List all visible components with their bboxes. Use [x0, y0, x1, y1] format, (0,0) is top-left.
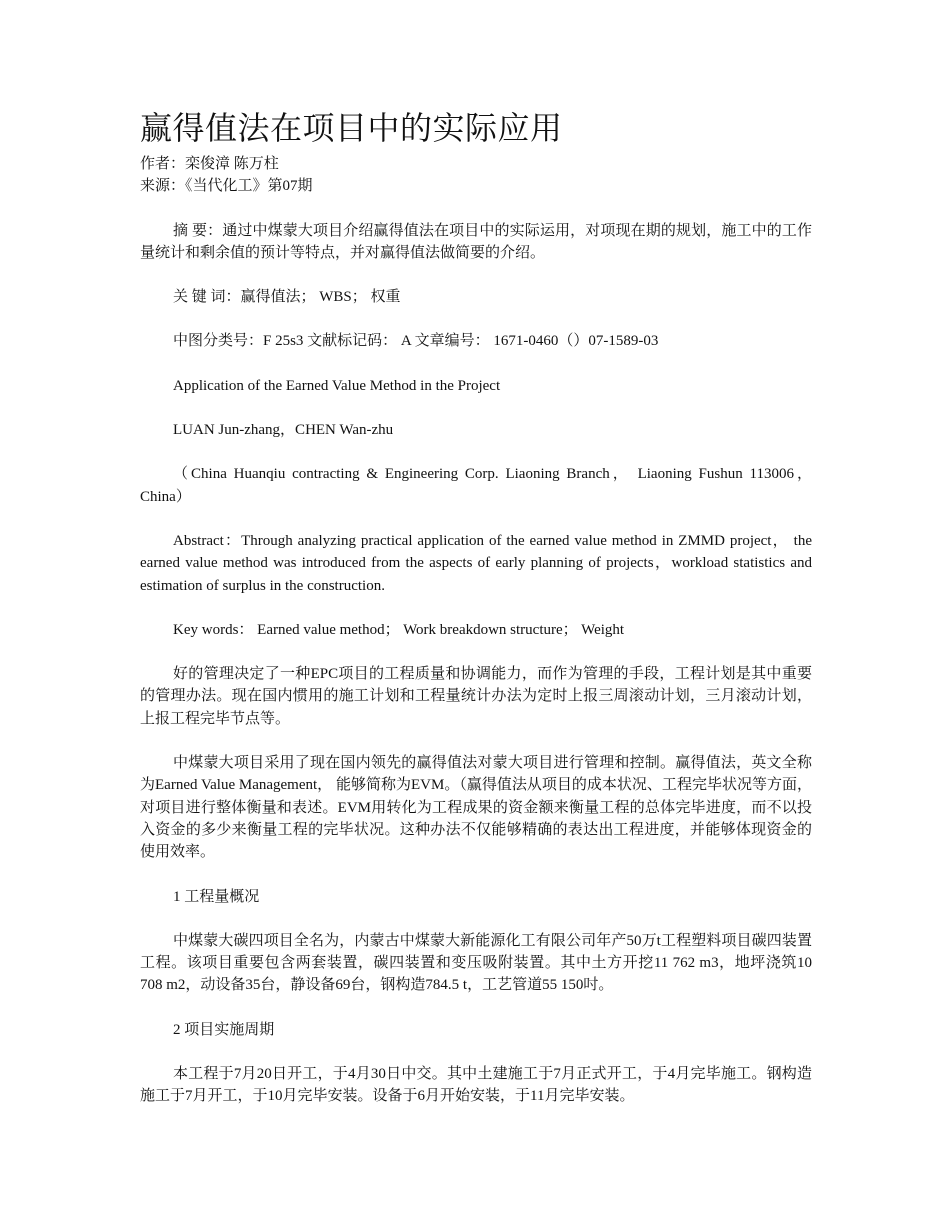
keywords-cn: 关 键 词：赢得值法； WBS； 权重 — [173, 289, 401, 306]
body-paragraph: 本工程于7月20日开工，于4月30日中交。其中土建施工于7月正式开工，于4月完毕施工。钢构造施工于7月开工，于10月完毕安装。设备于6月开始安装，于11月完毕安装。 — [140, 1066, 812, 1105]
author-line: 作者：栾俊漳 陈万柱 — [140, 156, 279, 172]
page-title: 赢得值法在项目中的实际应用 — [140, 110, 563, 146]
source-line: 来源：《当代化工》第07期 — [140, 178, 313, 195]
english-affiliation: （China Huanqiu contracting & Engineering Corp. Liaoning Branch， Liaoning Fushun 113006， China） — [140, 466, 812, 505]
section-heading: 1 工程量概况 — [173, 888, 260, 905]
body-paragraph: 中煤蒙大项目采用了现在国内领先的赢得值法对蒙大项目进行管理和控制。赢得值法，英文全称为Earned Value Management， 能够简称为EVM。（赢得值法从项目的成本状况、工程完毕状况等方面，对项目进行整体衡量和表述。EVM用转化为工程成果的资金额来衡量工程的总体完毕进度，而不以投入资金的多少来衡量工程的完毕状况。这种办法不仅能够精确的表达出工程进度，并能够体现资金的使用效率。 — [140, 755, 812, 861]
english-authors: LUAN Jun-zhang，CHEN Wan-zhu — [173, 422, 394, 439]
abstract-en: Abstract：Through analyzing practical application of the earned value method in ZMMD project， the earned value method was introduced from the aspects of early planning of projects，workload statistics and estimation of surplus in the construction. — [140, 532, 812, 594]
keywords-en: Key words： Earned value method； Work breakdown structure； Weight — [173, 621, 625, 638]
classification-line: 中图分类号：F 25s3 文献标记码： A 文章编号： 1671-0460（）07-1589-03 — [173, 333, 659, 350]
body-paragraph: 中煤蒙大碳四项目全名为，内蒙古中煤蒙大新能源化工有限公司年产50万t工程塑料项目碳四装置工程。该项目重要包含两套装置，碳四装置和变压吸附装置。其中土方开挖11 762 m3，地坪浇筑10 708 m2，动设备35台，静设备69台，钢构造784.5 t，工艺管道55 150吋。 — [140, 932, 812, 994]
section-heading: 2 项目实施周期 — [173, 1021, 275, 1038]
abstract-cn: 摘 要：通过中煤蒙大项目介绍赢得值法在项目中的实际运用，对项现在期的规划，施工中的工作量统计和剩余值的预计等特点，并对赢得值法做简要的介绍。 — [140, 222, 812, 261]
article-body — [140, 108, 812, 1108]
english-title: Application of the Earned Value Method in the Project — [173, 377, 501, 394]
body-paragraph: 好的管理决定了一种EPC项目的工程质量和协调能力，而作为管理的手段，工程计划是其中重要的管理办法。现在国内惯用的施工计划和工程量统计办法为定时上报三周滚动计划，三月滚动计划，上报工程完毕节点等。 — [140, 666, 812, 727]
